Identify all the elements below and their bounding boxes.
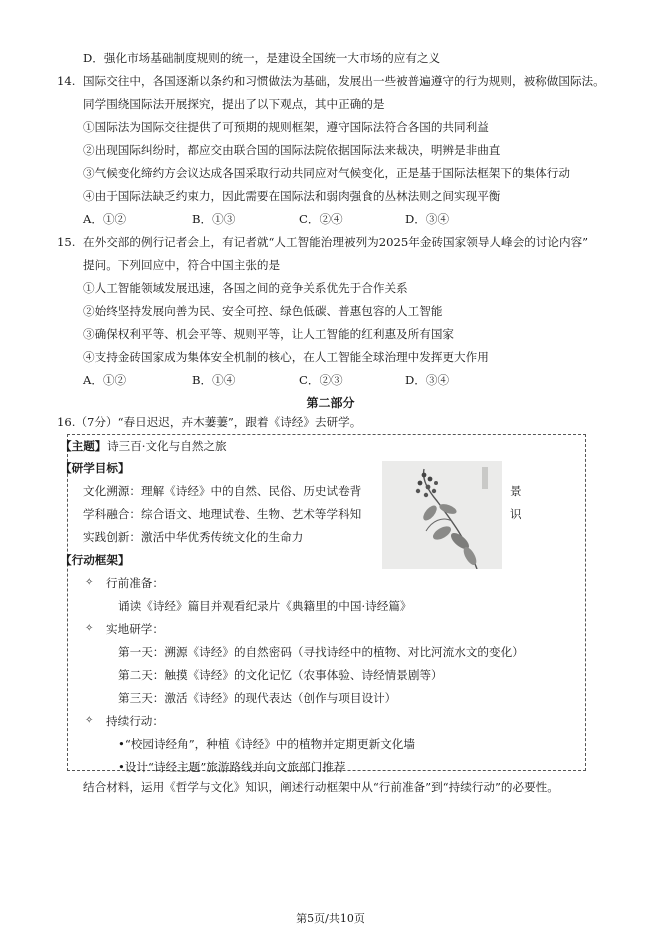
- theme-text: 诗三百·文化与自然之旅: [107, 439, 227, 453]
- q15-option-a[interactable]: A．①②: [83, 373, 127, 387]
- q15-option-b[interactable]: B．①④: [192, 373, 236, 387]
- q14-stem-line1: 国际交往中，各国逐渐以条约和习惯做法为基础，发展出一些被普遍遵守的行为规则，被称做国际法。: [83, 74, 605, 88]
- framework-label: 【行动框架】: [60, 553, 130, 567]
- prep-label: 行前准备：: [106, 576, 164, 590]
- q15-statement-3: ③确保权利平等、机会平等、规则平等，让人工智能的红利惠及所有国家: [83, 327, 455, 341]
- prep-item-1: 诵读《诗经》篇目并观看纪录片《典籍里的中国·诗经篇》: [118, 599, 412, 613]
- q14-statement-3: ③气候变化缔约方会议达成各国采取行动共同应对气候变化，正是基于国际法框架下的集体行动: [83, 166, 570, 180]
- cont-bullet-icon: ✧: [85, 715, 94, 726]
- q16-header: 16.（7分）“春日迟迟，卉木萋萋”，跟着《诗经》去研学。: [57, 415, 362, 429]
- q14-statement-4: ④由于国际法缺乏约束力，因此需要在国际法和弱肉强食的丛林法则之间实现平衡: [83, 189, 501, 203]
- q14-number: 14.: [57, 74, 76, 88]
- field-label: 实地研学：: [106, 622, 164, 636]
- field-day-2: 第二天：触摸《诗经》的文化记忆（农事体验、诗经情景剧等）: [118, 668, 443, 682]
- prep-bullet-icon: ✧: [85, 577, 94, 588]
- q15-option-c[interactable]: C．②③: [299, 373, 343, 387]
- part2-title: 第二部分: [306, 396, 355, 410]
- theme-label: 【主题】: [60, 439, 107, 453]
- goal-2-tail: 识: [510, 507, 522, 521]
- q14-option-b[interactable]: B．①③: [192, 212, 236, 226]
- plant-illustration: [382, 461, 502, 569]
- q14-statement-1: ①国际法为国际交往提供了可预期的规则框架，遵守国际法符合各国的共同利益: [83, 120, 489, 134]
- q15-statement-4: ④支持金砖国家成为集体安全机制的核心，在人工智能全球治理中发挥更大作用: [83, 350, 489, 364]
- page-number: 第5页/共10页: [296, 912, 365, 925]
- field-day-3: 第三天：激活《诗经》的现代表达（创作与项目设计）: [118, 691, 397, 705]
- goal-1: 文化溯源：理解《诗经》中的自然、民俗、历史试卷背: [83, 484, 362, 498]
- goals-label: 【研学目标】: [60, 461, 130, 475]
- plant-illustration-icon: [382, 461, 502, 569]
- q16-question: 结合材料，运用《哲学与文化》知识，阐述行动框架中从“行前准备”到“持续行动”的必要性。: [83, 780, 559, 794]
- field-day-1: 第一天：溯源《诗经》的自然密码（寻找诗经中的植物、对比河流水文的变化）: [118, 645, 524, 659]
- q14-option-c[interactable]: C．②④: [299, 212, 343, 226]
- q15-option-d[interactable]: D．③④: [405, 373, 450, 387]
- q15-statement-2: ②始终坚持发展向善为民、安全可控、绿色低碳、普惠包容的人工智能: [83, 304, 443, 318]
- q15-stem-line2: 提问。下列回应中，符合中国主张的是: [83, 258, 281, 272]
- cont-item-2: •设计“诗经主题”旅游路线并向文旅部门推荐: [118, 760, 346, 774]
- goal-2: 学科融合：综合语文、地理试卷、生物、艺术等学科知: [83, 507, 362, 521]
- q15-number: 15.: [57, 235, 76, 249]
- field-bullet-icon: ✧: [85, 623, 94, 634]
- cont-item-1: •“校园诗经角”，种植《诗经》中的植物并定期更新文化墙: [118, 737, 415, 751]
- q14-option-d[interactable]: D．③④: [405, 212, 450, 226]
- q14-stem-line2: 同学围绕国际法开展探究，提出了以下观点，其中正确的是: [83, 97, 385, 111]
- goal-1-tail: 景: [510, 484, 522, 498]
- q15-statement-1: ①人工智能领域发展迅速，各国之间的竞争关系优先于合作关系: [83, 281, 408, 295]
- q14-option-a[interactable]: A．①②: [83, 212, 127, 226]
- q13-option-d: D．强化市场基础制度规则的统一，是建设全国统一大市场的应有之义: [83, 51, 441, 65]
- q14-statement-2: ②出现国际纠纷时，都应交由联合国的国际法院依据国际法来裁决，明辨是非曲直: [83, 143, 501, 157]
- q15-stem-line1: 在外交部的例行记者会上，有记者就“人工智能治理被列为2025年金砖国家领导人峰会的讨论内容”: [83, 235, 589, 249]
- cont-label: 持续行动：: [106, 714, 164, 728]
- goal-3: 实践创新：激活中华优秀传统文化的生命力: [83, 530, 304, 544]
